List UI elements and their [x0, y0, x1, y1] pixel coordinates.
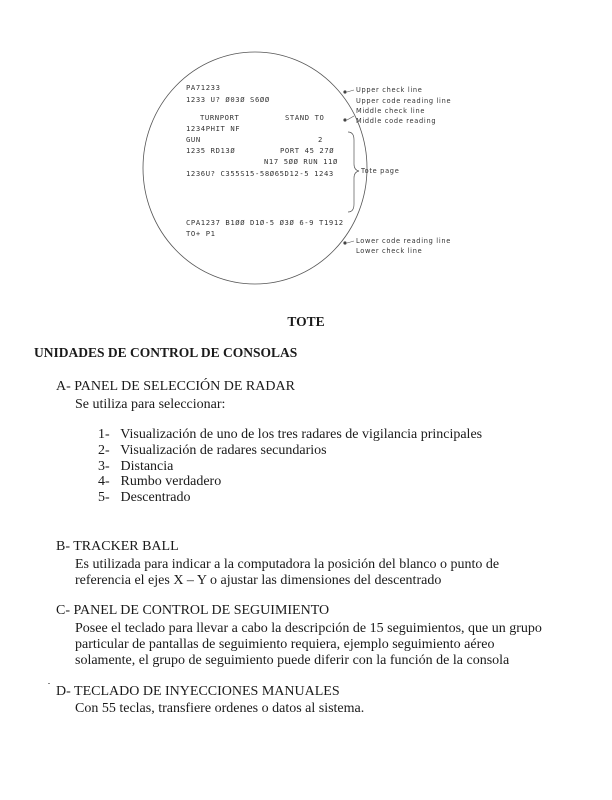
scan-speck [48, 683, 50, 684]
callout-upper-check-line: Upper check line [356, 86, 423, 94]
figure-caption: TOTE [287, 314, 325, 329]
list-item [98, 427, 482, 443]
tote-line-9: PORT 45 27Ø [280, 146, 335, 155]
tote-line-1: PA71233 [186, 83, 221, 92]
tote-line-3: TURNPORT [200, 113, 240, 122]
section-b-body-line: Es utilizada para indicar a la computadora la posición del blanco o punto de [75, 557, 500, 572]
tote-line-11: 1236U? C355S15-58Ø65D12-5 1243 [186, 169, 334, 178]
tote-line-12: CPA1237 B1ØØ D1Ø-5 Ø3Ø 6-9 T1912 [186, 218, 344, 227]
section-b-body-line: referencia el ejes X – Y o ajustar las dimensiones del descentrado [75, 573, 442, 588]
list-text: Visualización de radares secundarios [120, 443, 327, 458]
tote-line-13: TO+ P1 [186, 229, 216, 238]
list-item [98, 474, 221, 490]
section-d-body-line: Con 55 teclas, transfiere ordenes o datos al sistema. [75, 701, 365, 716]
section-c-body-line: particular de pantallas de seguimiento requiera, ejemplo seguimiento aéreo [75, 637, 495, 652]
tote-line-2: 1233 U? Ø03Ø S6ØØ [186, 95, 270, 104]
list-text: Descentrado [120, 490, 191, 505]
tote-display-diagram [140, 40, 480, 300]
section-c-title: C- PANEL DE CONTROL DE SEGUIMIENTO [56, 603, 330, 618]
list-number: 4- [98, 474, 110, 489]
list-number: 2- [98, 443, 110, 458]
tote-line-8: 1235 RD13Ø [186, 146, 236, 155]
section-c-body-line: solamente, el grupo de seguimiento puede diferir con la función de la consola [75, 653, 510, 668]
tote-line-6: GUN [186, 135, 201, 144]
list-item [98, 459, 173, 475]
tote-line-5: 1234PHIT NF [186, 124, 241, 133]
list-text: Visualización de uno de los tres radares de vigilancia principales [120, 427, 483, 442]
callout-lower-code-reading-line: Lower code reading line [356, 237, 451, 245]
list-number: 5- [98, 490, 110, 505]
section-b-title: B- TRACKER BALL [56, 539, 179, 554]
list-text: Distancia [120, 459, 174, 474]
list-item [98, 443, 327, 459]
section-a-title: A- PANEL DE SELECCIÓN DE RADAR [56, 379, 295, 394]
callout-lower-check-line: Lower check line [356, 247, 423, 255]
callout-upper-code-reading-line: Upper code reading line [356, 97, 452, 105]
callout-middle-check-line: Middle check line [356, 107, 426, 115]
list-text: Rumbo verdadero [120, 474, 222, 489]
tote-line-4: STAND TO [285, 113, 325, 122]
list-item [98, 490, 190, 506]
section-heading: UNIDADES DE CONTROL DE CONSOLAS [34, 345, 298, 360]
tote-line-7: 2 [318, 135, 323, 144]
section-c-body-line: Posee el teclado para llevar a cabo la descripción de 15 seguimientos, que un grupo [75, 621, 542, 636]
callout-tote-page: Tote page [361, 167, 400, 175]
tote-line-10: N17 5ØØ RUN 11Ø [264, 157, 338, 166]
list-number: 1- [98, 427, 110, 442]
list-number: 3- [98, 459, 110, 474]
section-a-body: Se utiliza para seleccionar: [75, 397, 226, 412]
section-d-title: D- TECLADO DE INYECCIONES MANUALES [56, 684, 340, 699]
callout-middle-code-reading: Middle code reading [356, 117, 437, 125]
